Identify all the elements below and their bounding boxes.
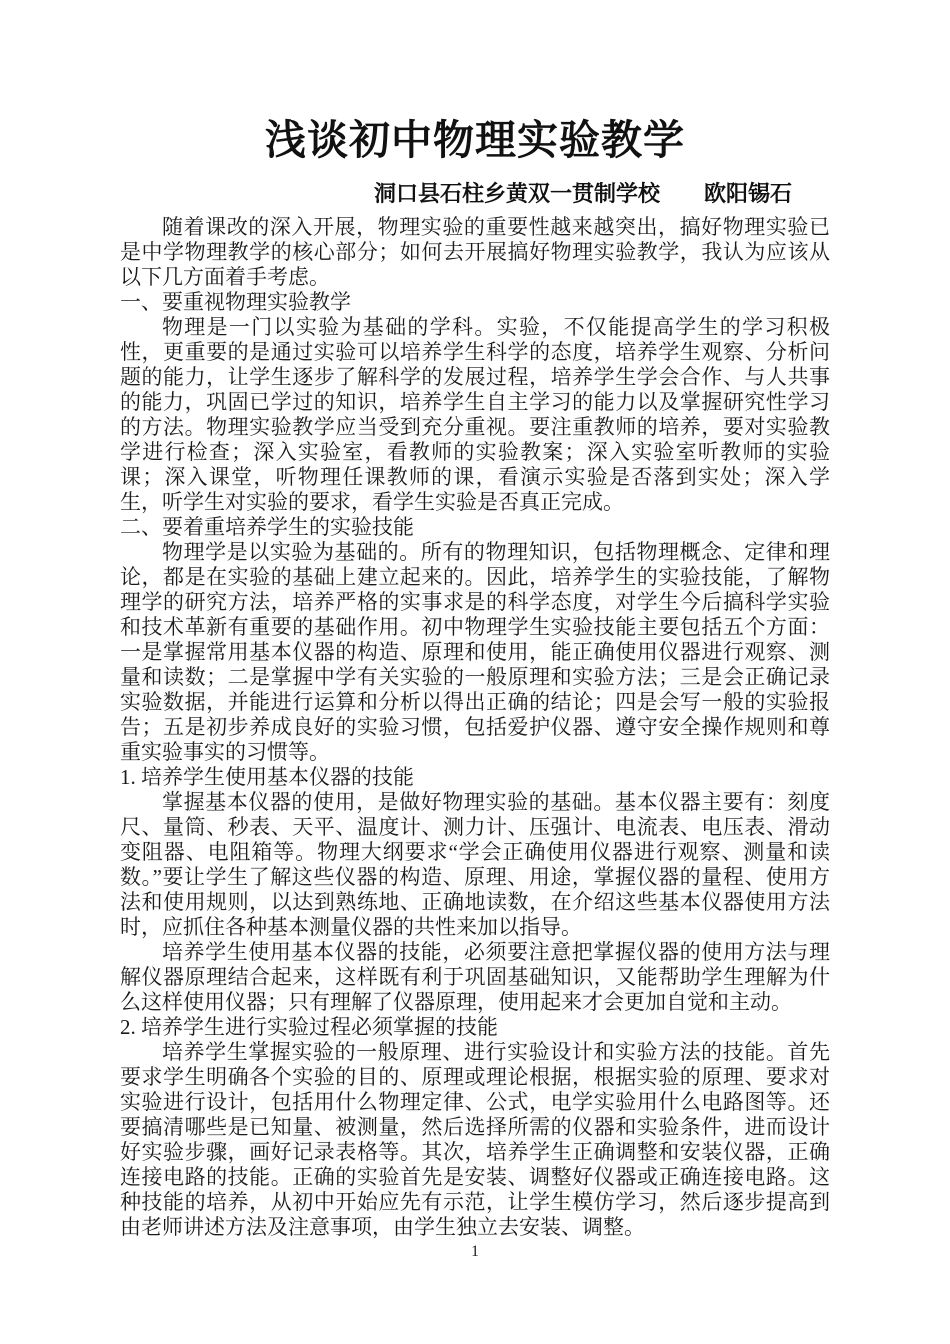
document-byline: 洞口县石柱乡黄双一贯制学校 欧阳锡石 [373, 181, 792, 206]
page-number: 1 [471, 1243, 479, 1260]
body-paragraph: 培养学生使用基本仪器的技能，必须要注意把掌握仪器的使用方法与理解仪器原理结合起来，这样既有利于巩固基础知识，又能帮助学生理解为什么这样使用仪器；只有理解了仪器原理，使用起来才会更加自觉和主动。 [120, 940, 830, 1014]
body-paragraph: 物理学是以实验为基础的。所有的物理知识，包括物理概念、定律和理论，都是在实验的基础上建立起来的。因此，培养学生的实验技能，了解物理学的研究方法，培养严格的实事求是的科学态度，对学生今后搞科学实验和技术革新有重要的基础作用。初中物理学生实验技能主要包括五个方面：一是掌握常用基本仪器的构造、原理和使用，能正确使用仪器进行观察、测量和读数；二是掌握中学有关实验的一般原理和实验方法；三是会正确记录实验数据，并能进行运算和分析以得出正确的结论；四是会写一般的实验报告；五是初步养成良好的实验习惯，包括爱护仪器、遵守安全操作规则和尊重实验事实的习惯等。 [120, 540, 830, 764]
body-paragraph: 培养学生掌握实验的一般原理、进行实验设计和实验方法的技能。首先要求学生明确各个实验的目的、原理或理论根据，根据实验的原理、要求对实验进行设计，包括用什么物理定律、公式，电学实验用什么电路图等。还要搞清哪些是已知量、被测量，然后选择所需的仪器和实验条件，进而设计好实验步骤，画好记录表格等。其次，培养学生正确调整和安装仪器，正确连接电路的技能。正确的实验首先是安装、调整好仪器或正确连接电路。这种技能的培养，从初中开始应先有示范，让学生模仿学习，然后逐步提高到由老师讲述方法及注意事项，由学生独立去安装、调整。 [120, 1040, 830, 1239]
section-heading: 二、要着重培养学生的实验技能 [120, 515, 414, 539]
document-body [120, 215, 830, 1240]
body-paragraph: 物理是一门以实验为基础的学科。实验，不仅能提高学生的学习积极性，更重要的是通过实验可以培养学生科学的态度，培养学生观察、分析问题的能力，让学生逐步了解科学的发展过程，培养学生学会合作、与人共事的能力，巩固已学过的知识，培养学生自主学习的能力以及掌握研究性学习的方法。物理实验教学应当受到充分重视。要注重教师的培养，要对实验教学进行检查；深入实验室，看教师的实验教案；深入实验室听教师的实验课；深入课堂，听物理任课教师的课，看演示实验是否落到实处；深入学生，听学生对实验的要求，看学生实验是否真正完成。 [120, 315, 830, 514]
document-content [120, 0, 830, 1240]
section-heading: 一、要重视物理实验教学 [120, 290, 351, 314]
body-paragraph: 掌握基本仪器的使用，是做好物理实验的基础。基本仪器主要有：刻度尺、量筒、秒表、天平、温度计、测力计、压强计、电流表、电压表、滑动变阻器、电阻箱等。物理大纲要求“学会正确使用仪器进行观察、测量和读数。”要让学生了解这些仪器的构造、原理、用途，掌握仪器的量程、使用方法和使用规则，以达到熟练地、正确地读数，在介绍这些基本仪器使用方法时，应抓住各种基本测量仪器的共性来加以指导。 [120, 790, 830, 939]
section-heading: 1. 培养学生使用基本仪器的技能 [120, 765, 414, 789]
body-paragraph: 随着课改的深入开展，物理实验的重要性越来越突出，搞好物理实验已是中学物理教学的核心部分；如何去开展搞好物理实验教学，我认为应该从以下几方面着手考虑。 [120, 215, 830, 289]
section-heading: 2. 培养学生进行实验过程必须掌握的技能 [120, 1015, 498, 1039]
document-title: 浅谈初中物理实验教学 [265, 117, 685, 163]
